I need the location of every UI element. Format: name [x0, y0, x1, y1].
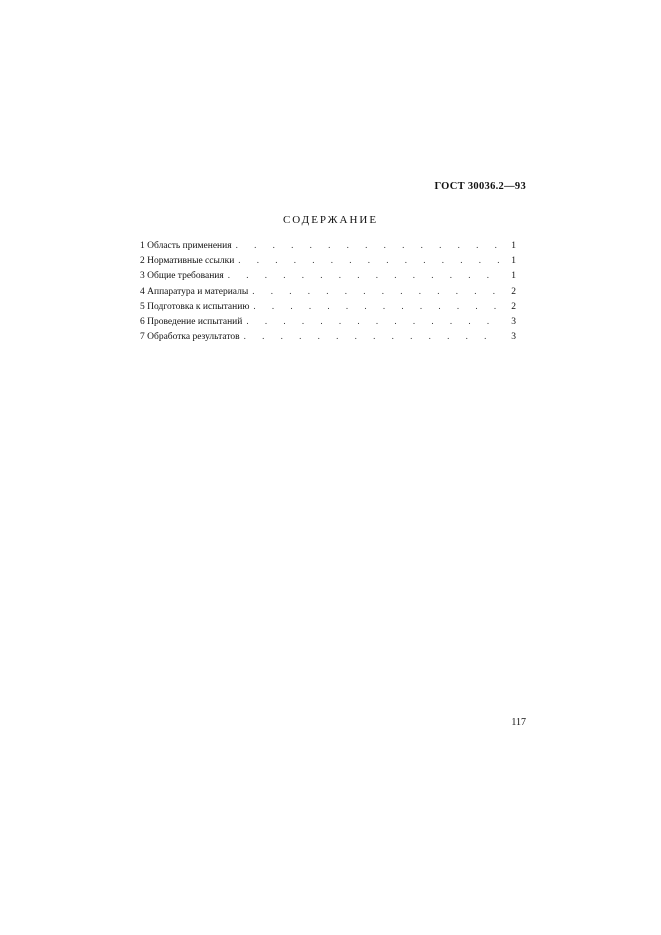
toc-dot-leader [253, 299, 502, 314]
toc-item[interactable] [140, 284, 516, 299]
toc-item-page: 2 [511, 286, 516, 297]
standard-code: ГОСТ 30036.2—93 [434, 181, 526, 192]
toc-item-page: 3 [511, 332, 516, 343]
toc-item[interactable] [140, 299, 516, 314]
toc-item-label: 7 Обработка результатов [140, 332, 240, 343]
toc-item-label: 2 Нормативные ссылки [140, 256, 235, 267]
toc-item-label: 4 Аппаратура и материалы [140, 286, 249, 297]
toc-dot-leader [252, 284, 502, 299]
table-of-contents [140, 238, 516, 344]
toc-item[interactable] [140, 253, 516, 268]
toc-item-label: 3 Общие требования [140, 271, 224, 282]
toc-item-label: 6 Проведение испытаний [140, 316, 243, 327]
toc-item-label: 1 Область применения [140, 241, 232, 251]
toc-dot-leader [228, 268, 502, 283]
toc-item[interactable] [140, 314, 516, 329]
toc-item[interactable] [140, 329, 516, 344]
toc-title: СОДЕРЖАНИЕ [282, 214, 379, 226]
toc-item[interactable] [140, 268, 516, 283]
toc-dot-leader [246, 314, 502, 329]
toc-item[interactable] [140, 238, 516, 253]
toc-item-label: 5 Подготовка к испытанию [140, 301, 250, 312]
toc-item-page: 2 [511, 301, 516, 312]
toc-item-page: 1 [511, 241, 516, 251]
toc-item-page: 1 [511, 256, 516, 267]
toc-dot-leader [236, 238, 502, 253]
toc-dot-leader [238, 253, 502, 268]
toc-item-page: 3 [511, 316, 516, 327]
toc-item-page: 1 [511, 271, 516, 282]
toc-dot-leader [244, 329, 502, 344]
page-number: 117 [511, 717, 526, 728]
